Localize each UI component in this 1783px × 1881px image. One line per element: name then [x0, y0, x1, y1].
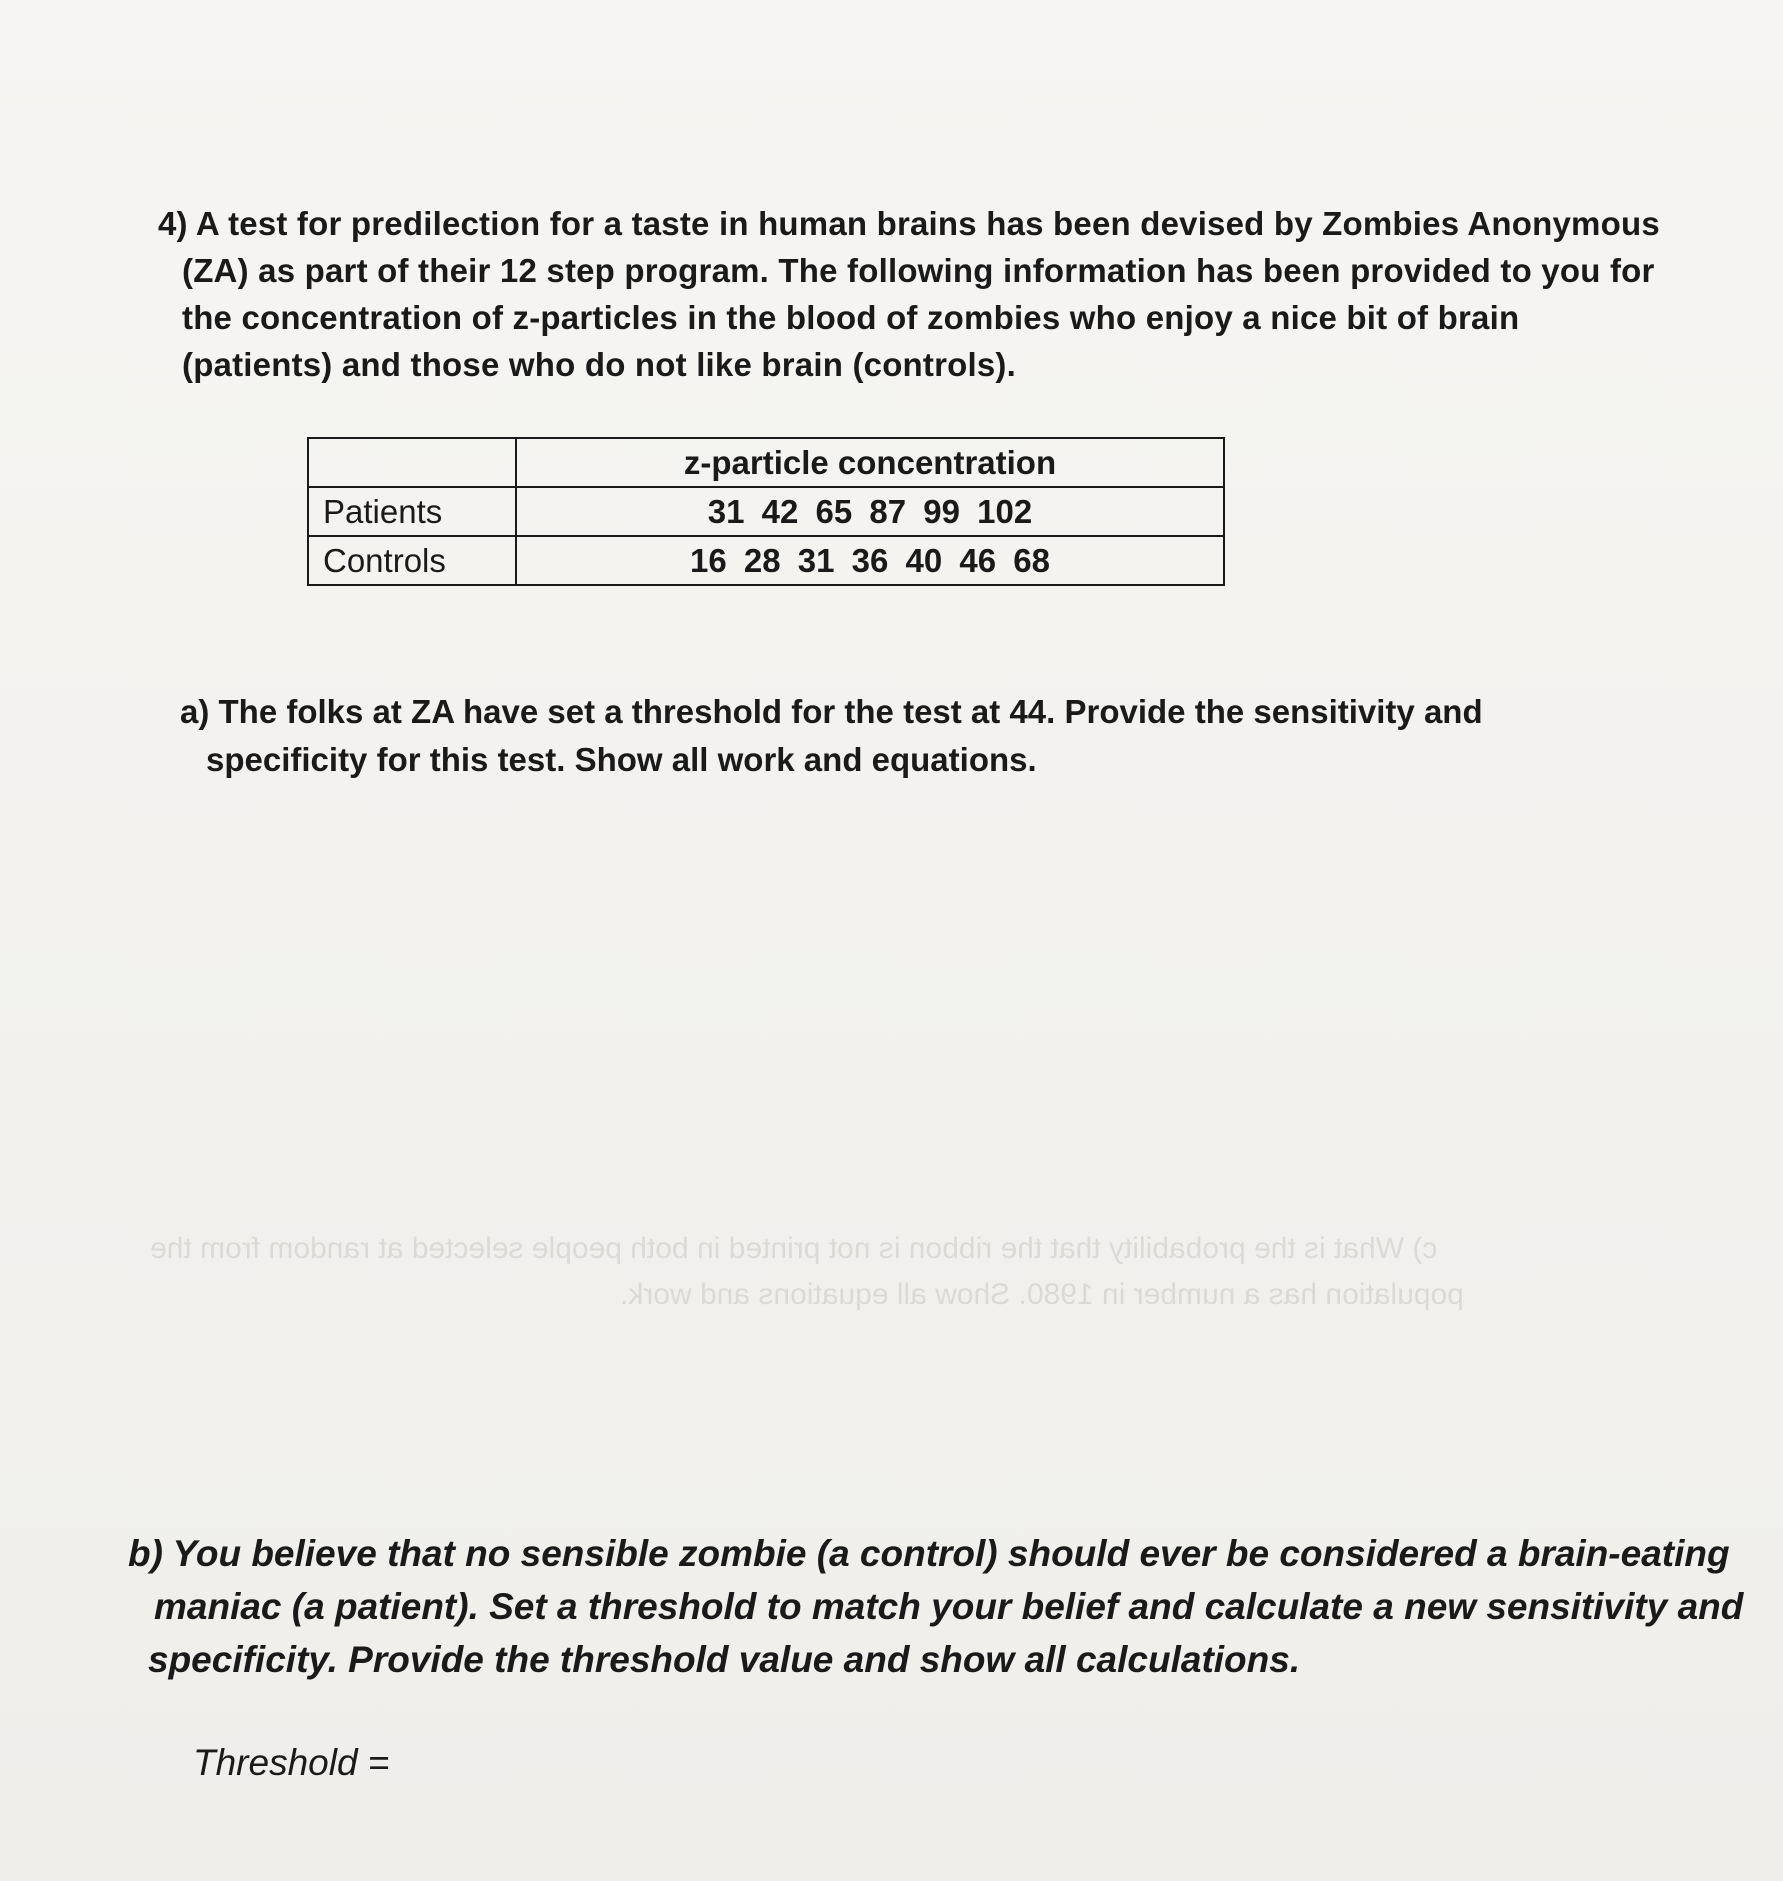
row-label-controls: Controls: [308, 536, 516, 585]
question-intro: [158, 200, 1718, 388]
table-header: z-particle concentration: [516, 438, 1224, 487]
row-values-patients: 31 42 65 87 99 102: [516, 487, 1224, 536]
table-row: [308, 487, 1224, 536]
table-header-row: [308, 438, 1224, 487]
z-particle-table: [307, 437, 1225, 586]
part-a-line: specificity for this test. Show all work and equations.: [206, 741, 1037, 778]
table-header-empty-cell: [308, 438, 516, 487]
part-b-question: [128, 1527, 1748, 1686]
row-values-controls: 16 28 31 36 40 46 68: [516, 536, 1224, 585]
part-b-line: specificity. Provide the threshold value and show all calculations.: [148, 1639, 1301, 1680]
bleed-through-text: population has a number in 1980. Show all equations and work.: [620, 1278, 1464, 1311]
question-intro-line: (patients) and those who do not like brain (controls).: [182, 346, 1016, 383]
table-row: [308, 536, 1224, 585]
part-b-line: b) You believe that no sensible zombie (a control) should ever be considered a brain-eating: [128, 1533, 1730, 1574]
question-intro-line: the concentration of z-particles in the blood of zombies who enjoy a nice bit of brain: [182, 299, 1520, 336]
part-b-line: maniac (a patient). Set a threshold to match your belief and calculate a new sensitivity and: [154, 1586, 1744, 1627]
part-a-question: [180, 688, 1630, 784]
threshold-label: Threshold =: [193, 1742, 390, 1783]
row-label-patients: Patients: [308, 487, 516, 536]
question-intro-line: (ZA) as part of their 12 step program. The following information has been provided to you for: [182, 252, 1655, 289]
bleed-through-text: c) What is the probability that the ribbon is not printed in both people selected at random from the: [150, 1232, 1438, 1265]
question-number: 4): [158, 205, 188, 242]
part-a-line: a) The folks at ZA have set a threshold for the test at 44. Provide the sensitivity and: [180, 693, 1483, 730]
question-intro-line: 4) A test for predilection for a taste in human brains has been devised by Zombies Anonymous: [158, 205, 1660, 242]
